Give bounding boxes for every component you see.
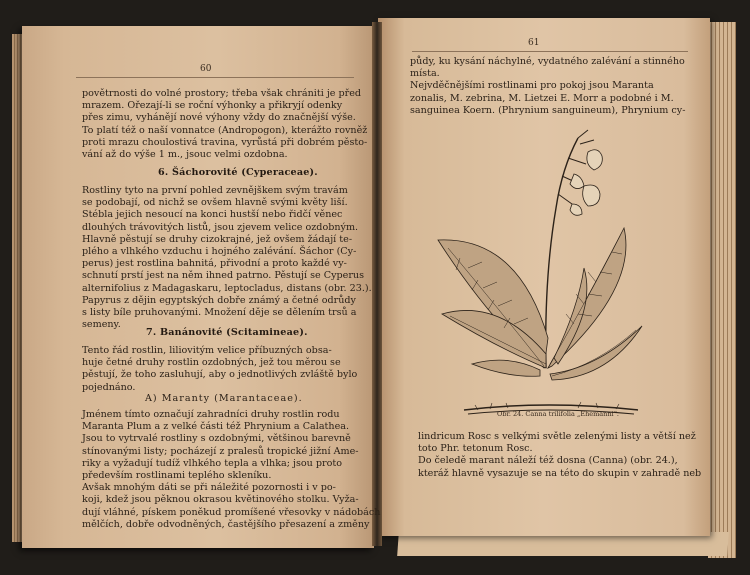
left-top-paragraph [82, 88, 367, 161]
text-line: kteráž hlavně vysazuje se na této do skupin v zahradě neb [418, 467, 702, 479]
text-line: semeny. [82, 319, 121, 331]
text-line: perus) jest rostlina bahnitá, přivodní a proto každé vy- [82, 258, 347, 270]
text-line: Do čeledě marant náleží též dosna (Canna) (obr. 24.), [418, 455, 678, 467]
text-line: s listy bíle pruhovanými. Množení děje se dělením trsů a [82, 307, 357, 319]
text-line: riky a vyžadují tudíž vlhkého tepla a vlhka; jsou proto [82, 457, 343, 469]
text-line: plého a vlhkého vzduchu i hojného zalévání. Šáchor (Cy- [82, 246, 357, 258]
text-line: mělčích, dobře odvodněných, častějšího přesazení a změny [82, 518, 370, 530]
text-line: Papyrus z dějin egyptských dobře známý a četné odrůdy [82, 294, 356, 306]
right-page-edges [708, 22, 736, 558]
text-line: Rostliny tyto na první pohled zevnějškem svým travám [82, 185, 348, 196]
text-line: Nejvděčnějšími rostlinami pro pokoj jsou Maranta [410, 80, 654, 92]
right-bottom-text [418, 431, 701, 480]
section-7-heading: 7. Banánovité (Scitamineae). [146, 327, 308, 338]
text-line: pojednáno. [82, 381, 136, 393]
text-line: Jsou to vytrvalé rostliny s ozdobnými, většinou barevně [82, 433, 351, 445]
text-line: mrazem. Ořezají-li se roční výhonky a přikryjí odenky [82, 100, 343, 112]
text-line: povětrnosti do volné prostory; třeba však chrániti je před [82, 88, 362, 99]
right-top-text [410, 56, 685, 117]
section-7-text [82, 345, 357, 394]
section-6-heading: 6. Šáchorovité (Cyperaceae). [158, 167, 318, 178]
text-line: toto Phr. tetonum Rosc. [418, 443, 533, 455]
right-header-rule [412, 51, 688, 52]
text-line: Tento řád rostlin, liliovitým velice příbuzných obsa- [82, 345, 332, 356]
text-line: Jménem tímto označují zahradníci druhy rostlin rodu [82, 409, 340, 420]
text-line: Avšak mnohým dáti se při náležité pozornosti i v po- [82, 482, 336, 494]
text-line: přes zimu, vyhánějí nové výhony vždy do značnější výše. [82, 112, 356, 124]
text-line: dují vláhné, pískem poněkud promíšené vřesovky v nádobách [82, 506, 381, 518]
text-line: místa. [410, 68, 440, 80]
text-line: dlouhých trávovitých listů, jsou zjevem velice ozdobným. [82, 221, 359, 233]
right-page-number: 61 [528, 38, 540, 48]
text-line: alternifolius z Madagaskaru, leptocladus, distans (obr. 23.). [82, 282, 372, 294]
text-line: lindricum Rosc s velkými světle zelenými listy a větší než [418, 431, 696, 442]
text-line: půdy, ku kysání náchylné, vydatného zalévání a stinného [410, 56, 685, 67]
subsection-text [82, 409, 380, 531]
canna-plant-illustration [428, 118, 672, 418]
text-line: huje četné druhy rostlin ozdobných, jež tou měrou se [82, 357, 341, 369]
text-line: především rostlinami teplého skleníku. [82, 470, 272, 482]
text-line: sanguinea Koern. (Phrynium sanguineum), Phrynium cy- [410, 104, 686, 116]
text-line: vání až do výše 1 m., jsouc velmi ozdobna. [82, 149, 288, 161]
text-line: zonalis, M. zebrina, M. Lietzei E. Morr a podobné i M. [410, 92, 674, 104]
section-6-text [82, 185, 372, 331]
text-line: proti mrazu choulostivá travina, vyrůstá při dobrém pěsto- [82, 136, 368, 148]
text-line: Hlavně pěstují se druhy cizokrajné, jež ovšem žádají te- [82, 233, 353, 245]
text-line: Maranta Plum a z velké části též Phrynium a Calathea. [82, 421, 350, 433]
left-header-rule [76, 77, 354, 78]
left-page-number: 60 [200, 64, 212, 74]
subsection-heading: A) Maranty (Marantaceae). [145, 393, 303, 404]
text-line: se podobají, od nichž se ovšem hlavně svými květy liší. [82, 197, 348, 209]
text-line: koji, kdež jsou pěknou okrasou květinového stolku. Vyža- [82, 494, 359, 506]
text-line: pěstují, že toho zasluhují, aby o jednotlivých zvláště bylo [82, 369, 358, 381]
figure-caption: Obr. 24. Canna trilifolia „Ehemanni“. [497, 410, 619, 418]
text-line: schnutí prstí jest na něm ihned patrno. Pěstují se Cyperus [82, 270, 365, 282]
text-line: To platí též o naší vonnatce (Andropogon), kterážto rovněž [82, 124, 368, 136]
text-line: stínovanými listy; pocházejí z pralesů tropické jižní Ame- [82, 445, 359, 457]
text-line: Stébla jejich nesoucí na konci hustší nebo řidčí věnec [82, 209, 343, 221]
